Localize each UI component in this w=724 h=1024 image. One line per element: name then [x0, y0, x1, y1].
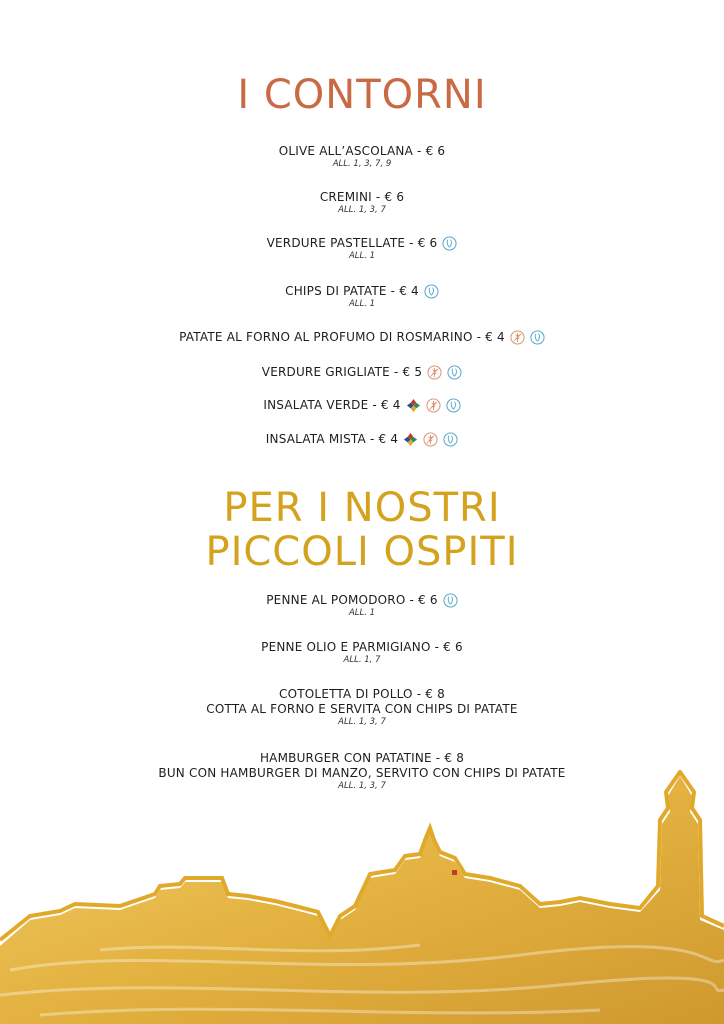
- gluten-free-icon: [426, 398, 441, 413]
- item-name: OLIVE ALL’ASCOLANA - € 6: [278, 144, 446, 158]
- item-name: HAMBURGER CON PATATINE - € 8: [259, 751, 465, 765]
- vegetarian-icon: [424, 284, 439, 299]
- item-name: CHIPS DI PATATE - € 4: [285, 284, 419, 298]
- menu-item: [0, 144, 724, 170]
- item-allergens: ALL. 1, 3, 7: [338, 781, 386, 791]
- menu-item: [0, 236, 724, 262]
- item-name: INSALATA VERDE - € 4: [263, 398, 401, 412]
- item-name: VERDURE GRIGLIATE - € 5: [261, 365, 423, 379]
- menu-item: [0, 432, 724, 447]
- menu-item: [0, 398, 724, 413]
- item-name: COTOLETTA DI POLLO - € 8: [279, 687, 445, 701]
- item-allergens: ALL. 1: [348, 299, 376, 309]
- item-allergens: ALL. 1: [348, 608, 376, 618]
- menu-item: [0, 365, 724, 380]
- piccoli-title-line-1: PER I NOSTRI: [223, 485, 501, 531]
- item-name: VERDURE PASTELLATE - € 6: [266, 236, 438, 250]
- city-skyline-illustration: [0, 770, 724, 1024]
- item-description: BUN CON HAMBURGER DI MANZO, SERVITO CON CHIPS DI PATATE: [158, 766, 566, 780]
- menu-item: [0, 330, 724, 345]
- item-name: INSALATA MISTA - € 4: [265, 432, 399, 446]
- vegan-flower-icon: [403, 432, 418, 447]
- item-allergens: ALL. 1, 3, 7: [338, 717, 386, 727]
- window-highlight: [452, 870, 457, 875]
- item-description: COTTA AL FORNO E SERVITA CON CHIPS DI PATATE: [206, 702, 518, 716]
- menu-item: [0, 284, 724, 310]
- menu-item: [0, 593, 724, 619]
- item-name: PENNE AL POMODORO - € 6: [266, 593, 438, 607]
- contorni-title: I CONTORNI: [237, 72, 487, 118]
- item-name: PENNE OLIO E PARMIGIANO - € 6: [261, 640, 463, 654]
- vegetarian-icon: [443, 432, 458, 447]
- item-allergens: ALL. 1: [348, 251, 376, 261]
- vegetarian-icon: [446, 398, 461, 413]
- item-allergens: ALL. 1, 7: [343, 655, 381, 665]
- item-allergens: ALL. 1, 3, 7: [338, 205, 386, 215]
- piccoli-title: [0, 486, 724, 574]
- menu-item: [0, 190, 724, 216]
- item-allergens: ALL. 1, 3, 7, 9: [332, 159, 392, 169]
- item-name: CREMINI - € 6: [319, 190, 405, 204]
- vegetarian-icon: [442, 236, 457, 251]
- piccoli-title-line-2: PICCOLI OSPITI: [205, 529, 519, 575]
- vegetarian-icon: [530, 330, 545, 345]
- item-name: PATATE AL FORNO AL PROFUMO DI ROSMARINO - € 4: [179, 330, 505, 344]
- vegetarian-icon: [443, 593, 458, 608]
- menu-item: [0, 640, 724, 666]
- vegan-flower-icon: [406, 398, 421, 413]
- menu-item: [0, 687, 724, 728]
- gluten-free-icon: [510, 330, 525, 345]
- vegetarian-icon: [447, 365, 462, 380]
- gluten-free-icon: [423, 432, 438, 447]
- gluten-free-icon: [427, 365, 442, 380]
